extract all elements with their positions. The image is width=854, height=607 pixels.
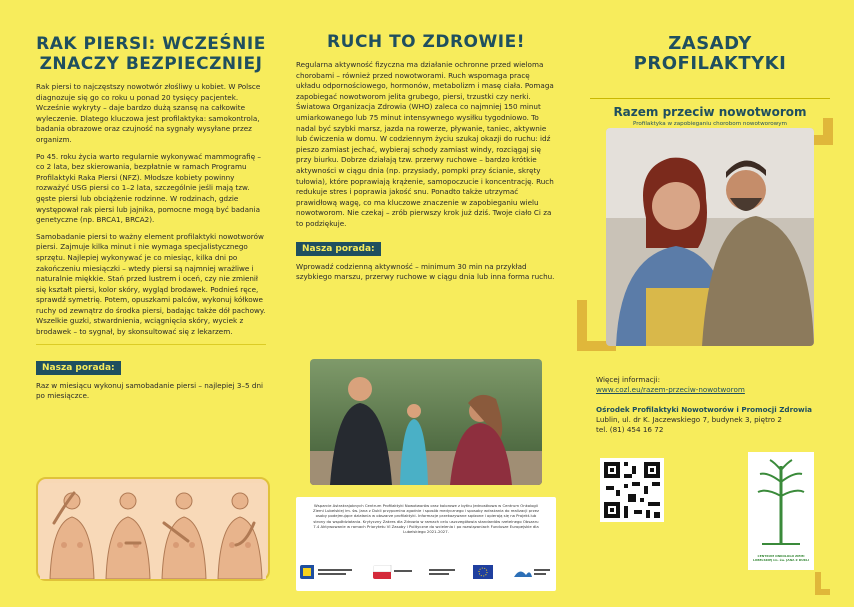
title-breast-cancer: RAK PIERSI: WCZEŚNIE ZNACZY BEZPIECZNIEJ — [36, 34, 266, 74]
divider — [36, 344, 266, 345]
funding-logos — [300, 565, 552, 579]
funding-box — [296, 497, 556, 591]
runners-image-icon — [310, 359, 542, 485]
advice-tag: Nasza porada: — [36, 361, 121, 375]
organization-name: Ośrodek Profilaktyki Nowotworów i Promocji Zdrowia — [596, 405, 813, 414]
self-exam-figures-icon — [40, 483, 266, 579]
subtitle: Razem przeciw nowotworom — [590, 98, 830, 119]
advice-text: Wprowadź codzienną aktywność – minimum 30 min na przykład szybkiego marszu, przerwy ruchowe w ciągu dnia lub inna forma ruchu. — [296, 261, 555, 282]
paragraph: Po 45. roku życia warto regularnie wykonywać mammografię – co 2 lata, bez skierowania, bezpłatnie w ramach Programu Profilaktyki Raka Piersi (NFZ). Młodsze kobiety powinny rozważyć USG piersi co 1–2 lata, szczególnie jeśli mają tzw. gęste piersi lub obciążenie rodzinne. W rodzinach, gdzie występował rak piersi lub jajnika, pomocne mogą być badania genetyczne (np. BRCA1, BRCA2). — [36, 151, 261, 225]
tree-logo-icon — [748, 452, 814, 550]
website-link[interactable]: www.cozl.eu/razem-przeciw-nowotworom — [596, 385, 745, 394]
paragraph: Rak piersi to najczęstszy nowotwór złośliwy u kobiet. W Polsce diagnozuje się go co roku u ponad 20 tysięcy pacjentek. Wcześnie wykryty – daje bardzo dużą szansę na całkowite wyleczenie. Dlatego kluczowa jest profilaktyka: samokontrola, badania obrazowe oraz czujność na sygnały wysyłane przez organizm. — [36, 82, 261, 144]
paragraph: Regularna aktywność fizyczna ma działanie ochronne przed wieloma chorobami – również przed nowotworami. Ruch wspomaga pracę układu odpornościowego, hormonów, metabolizm i masę ciała. Pomaga zapobiegać nowotworom jelita grubego, piersi, trzustki czy nerki. Światowa Organizacja Zdrowia (WHO) zaleca co najmniej 150 minut umiarkowanego lub 75 minut intensywnego wysiłku tygodniowo. To nadal być szybki marsz, jazda na rowerze, pływanie, taniec, aktywnie lub ćwiczenia w domu. W codziennym życiu szukaj okazji do ruchu: idź pieszo zamiast jechać, wybieraj schody zamiast windy, rozciągaj się przy biurku. Dobrze działają tzw. przerwy ruchowe – bardzo krótkie aktywności w ciągu dnia (np. przysiady, pompki przy ścianie, skręty tułowia), które poprawiają krążenie, samopoczucie i koncentrację. Ruch redukuje stres i poprawia jakość snu. Ponadto także utrzymać prawidłową wagę, co ma kluczowe znaczenie w zapobieganiu wielu nowotworom. Nie czekaj – zrób pierwszy krok już dziś. Twoje ciało Ci za to podziękuje. — [296, 60, 554, 228]
column-exercise — [296, 0, 556, 607]
qr-code-icon[interactable] — [600, 458, 664, 522]
self-exam-illustration — [36, 477, 270, 581]
institution-logo — [748, 452, 814, 570]
column-breast-cancer — [36, 0, 266, 607]
column-prevention — [590, 0, 830, 607]
info-label: Więcej informacji: — [596, 375, 661, 384]
eu-flag-logo-icon — [429, 565, 495, 579]
logo-caption: CENTRUM ONKOLOGII ZIEMI LUBELSKIEJ im. św. JANA Z DUKLI — [752, 554, 809, 562]
title-exercise: RUCH TO ZDROWIE! — [327, 32, 525, 52]
polish-flag-logo-icon — [373, 565, 413, 579]
advice-text: Raz w miesiącu wykonuj samobadanie piersi – najlepiej 3–5 dni po miesiączce. — [36, 380, 264, 401]
title-prevention: ZASADY PROFILAKTYKI — [633, 33, 787, 74]
paragraph: Samobadanie piersi to ważny element profilaktyki nowotworów piersi. Zajmuje kilka minut i nie wymaga specjalistycznego sprzętu. Najlepiej wykonywać je co miesiąc, kilka dni po zakończeniu miesiączki – wtedy piersi są najmniej wrażliwe i naturalnie miękkie. Stań przed lustrem i oceń, czy nie zmienił się kształt piersi, kolor skóry, wygląd brodawek. Podnieś ręce, sprawdź symetrię. Potem, opuszkami palców, wykonuj kółkowe ruchy od zewnątrz do środka piersi, badając także dół pachowy. Wszelkie guzki, stwardnienia, wciągnięcia skóry, wyciek z brodawek – to sygnał, by skonsultować się z lekarzem. — [36, 231, 266, 337]
corner-accent-icon — [814, 572, 830, 596]
advice-tag: Nasza porada: — [296, 242, 381, 256]
funding-text: Wsparcie Astrakrajobnych Centrum Profilaktyki Nowotworów oraz kolorowe z bytku Jednostkowa w Centrum Onkologii Ziemi Lubelskiej im. św. Jana z Dukli przypomina zgodnie i sposób medycznego i sposoby wdrażania do realizacji przez osoby podejmujące działania w obszarze profilaktyki. Informacje przekazywane sądzone i opierają się na Projekt.lub strony do współdziałania. Krytyczny Zakres dla Zdrowia w ramach celu uszczegółowia standardów rzetelnego Obszaru 7.4 Aktywowanie w ramach Priorytetu VI Zasoby i Polityczne do wcielenia i po rozwiązaniach Fundusze Europejskie dla Lubelskiego 2021-2027. — [313, 503, 539, 535]
subtitle-secondary: Profilaktyka w zapobieganiu chorobom nowotworowym — [632, 121, 788, 127]
runners-photo — [310, 359, 542, 485]
lubelskie-logo-icon — [512, 565, 552, 579]
contact-info — [596, 375, 826, 435]
couple-image-icon — [606, 128, 814, 346]
phone: tel. (81) 454 16 72 — [596, 425, 664, 434]
couple-photo — [606, 128, 814, 346]
address: Lublin, ul. dr K. Jaczewskiego 7, budynek 3, piętro 2 — [596, 415, 782, 424]
fundusze-europejskie-logo-icon — [300, 565, 356, 579]
